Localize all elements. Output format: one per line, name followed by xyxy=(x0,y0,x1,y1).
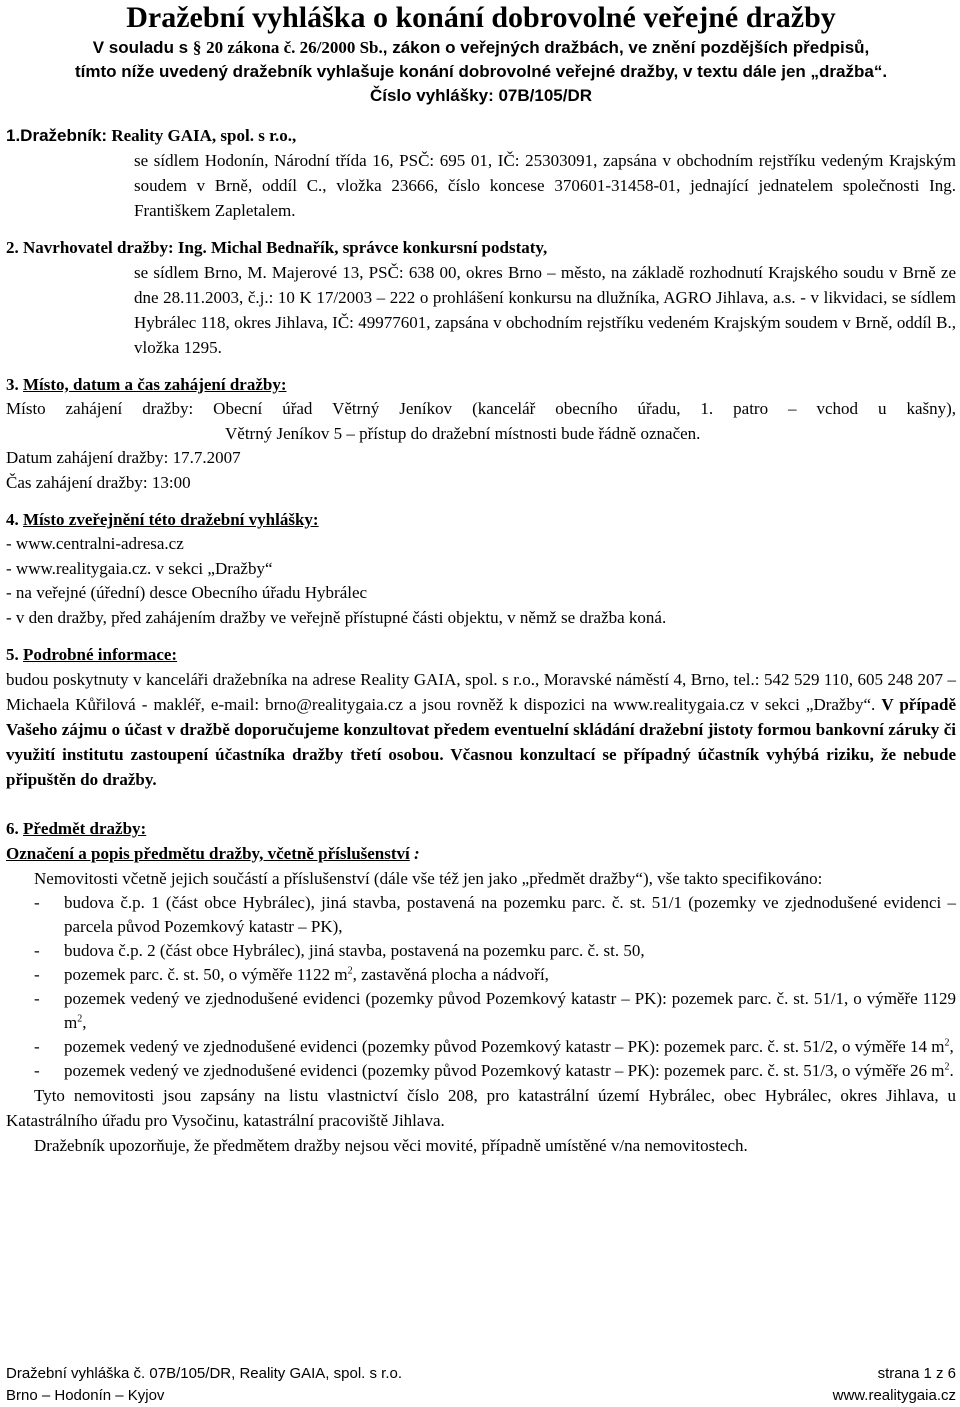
section-6-heading xyxy=(6,816,956,841)
auction-place-line xyxy=(6,397,956,422)
footer-website: www.realitygaia.cz xyxy=(832,1387,956,1404)
subject-intro: Nemovitosti včetně jejich součástí a příslušenství (dále vše též jen jako „předmět dražby“), vše takto specifikováno: xyxy=(34,869,823,888)
section-5-title: Podrobné informace: xyxy=(23,645,178,664)
section-5-body xyxy=(6,667,956,792)
section-3-title: Místo, datum a čas zahájení dražby: xyxy=(23,375,287,394)
notice-number: Číslo vyhlášky: 07B/105/DR xyxy=(369,86,593,105)
section-3-number: 3. xyxy=(6,375,19,394)
subject-description-heading xyxy=(6,841,956,866)
section-1 xyxy=(6,123,956,223)
section-4-number: 4. xyxy=(6,510,19,529)
property-item-text: budova č.p. 2 (část obce Hybrálec), jiná stavba, postavená na pozemku parc. č. st. 50, xyxy=(64,941,645,960)
section-4 xyxy=(6,507,956,630)
intro-text-b: , zákon o veřejných dražbách, ve znění pozdějších předpisů, xyxy=(382,38,870,57)
movables-notice: Dražebník upozorňuje, že předmětem dražby nejsou věci movité, případně umístěné v/na nemovitostech. xyxy=(34,1136,748,1155)
section-6 xyxy=(6,816,956,1158)
publication-item: - www.realitygaia.cz. v sekci „Dražby“ xyxy=(6,558,273,578)
property-item-text-after: , zastavěná plocha a nádvoří, xyxy=(352,965,549,984)
superscript: 2 xyxy=(77,1013,83,1025)
property-item-text: pozemek parc. č. st. 50, o výměře 1122 m xyxy=(64,965,348,984)
property-item xyxy=(6,939,956,963)
property-item xyxy=(6,1035,956,1059)
property-item-text: pozemek vedený ve zjednodušené evidenci (pozemky původ Pozemkový katastr – PK): pozemek parc. č. st. 51/2, o výměře 14 m xyxy=(64,1037,945,1056)
intro-law-number: 20 zákona č. 26/2000 Sb. xyxy=(206,38,383,57)
contact-info: budou poskytnuty v kanceláři dražebníka na adrese Reality GAIA, spol. s r.o., Moravské náměstí 4, Brno, tel.: 542 529 110, 605 248 207 – Michaela Kůřilová - makléř, e-mail: brno@realitygaia.cz a jsou rovněž k dispozici na www.realitygaia.cz v sekci „Dražby“. xyxy=(6,670,956,714)
section-6-number: 6. xyxy=(6,819,19,838)
auction-place-continuation: Větrný Jeníkov 5 – přístup do dražební místnosti bude řádně označen. xyxy=(225,423,701,443)
subject-description-colon: : xyxy=(409,844,420,863)
section-4-heading xyxy=(6,507,956,532)
footer-row-2 xyxy=(6,1385,956,1407)
auction-place-label: Místo zahájení dražby: xyxy=(6,399,194,418)
superscript: 2 xyxy=(944,1061,950,1073)
auction-date: Datum zahájení dražby: 17.7.2007 xyxy=(6,448,241,467)
section-5-number: 5. xyxy=(6,645,19,664)
property-item-text-after: , xyxy=(949,1037,954,1056)
property-item xyxy=(6,963,956,987)
intro-line-2: tímto níže uvedený dražebník vyhlašuje konání dobrovolné veřejné dražby, v textu dále jen „dražba“. xyxy=(74,62,888,81)
section-2-body: se sídlem Brno, M. Majerové 13, PSČ: 638 00, okres Brno – město, na základě rozhodnutí Krajského soudu v Brně ze dne 28.11.2003, č.j.: 10 K 17/2003 – 222 o prohlášení konkursu na dlužníka, AGRO Jihlava, a.s. - v likvidaci, se sídlem Hybrálec 118, okres Jihlava, IČ: 49977601, zapsána v obchodním rejstříku vedeném Krajským soudem v Brně, oddíl B., vložka 1295. xyxy=(134,263,956,357)
section-4-title: Místo zveřejnění této dražební vyhlášky: xyxy=(23,510,319,529)
auction-place-value: Obecní úřad Větrný Jeníkov (kancelář obecního úřadu, 1. patro – vchod u kašny), xyxy=(213,399,957,418)
intro-text-a: V souladu s xyxy=(92,38,189,57)
publication-item: - na veřejné (úřední) desce Obecního úřadu Hybrálec xyxy=(6,583,368,602)
auctioneer-name: Reality GAIA, spol. s r.o., xyxy=(111,126,297,145)
footer-page-number: strana 1 z 6 xyxy=(877,1365,956,1382)
section-5-heading xyxy=(6,642,956,667)
property-list xyxy=(6,891,956,1083)
property-item-text: pozemek vedený ve zjednodušené evidenci (pozemky původ Pozemkový katastr – PK): pozemek parc. č. st. 51/3, o výměře 26 m xyxy=(64,1061,945,1080)
property-item-text: pozemek vedený ve zjednodušené evidenci (pozemky původ Pozemkový katastr – PK): pozemek parc. č. st. 51/1, o výměře 1129 m xyxy=(64,989,956,1032)
section-5 xyxy=(6,642,956,792)
footer-offices: Brno – Hodonín – Kyjov xyxy=(6,1387,165,1404)
page-footer xyxy=(6,1363,956,1407)
footer-document-ref: Dražební vyhláška č. 07B/105/DR, Reality GAIA, spol. s r.o. xyxy=(6,1365,403,1382)
section-6-title: Předmět dražby: xyxy=(23,819,147,838)
section-1-body: se sídlem Hodonín, Národní třída 16, PSČ: 695 01, IČ: 25303091, zapsána v obchodním rejstříku vedeným Krajským soudem v Brně, oddíl C., vložka 23666, číslo koncese 370601-31458-01, jednající jednatelem společnosti Ing. Františkem Zapletalem. xyxy=(134,151,956,220)
section-1-label: 1.Dražebník: xyxy=(6,126,108,145)
property-item-text-after: , xyxy=(82,1013,87,1032)
section-2-heading: 2. Navrhovatel dražby: Ing. Michal Bednařík, správce konkursní podstaty, xyxy=(6,238,548,257)
document-page xyxy=(6,0,956,1158)
property-item-text: budova č.p. 1 (část obce Hybrálec), jiná stavba, postavená na pozemku parc. č. st. 51/1 (pozemky ve zjednodušené evidenci – parcela původ Pozemkový katastr – PK), xyxy=(64,893,956,936)
property-item xyxy=(6,987,956,1035)
document-title: Dražební vyhláška o konání dobrovolné veřejné dražby xyxy=(126,1,836,34)
registry-note: Tyto nemovitosti jsou zapsány na listu vlastnictví číslo 208, pro katastrální území Hybrálec, obec Hybrálec, okres Jihlava, u Katastrálního úřadu pro Vysočinu, katastrální pracoviště Jihlava. xyxy=(6,1086,956,1130)
section-sign: § xyxy=(192,38,202,57)
subject-description-title: Označení a popis předmětu dražby, včetně příslušenství xyxy=(6,844,410,863)
section-3-heading xyxy=(6,372,956,397)
intro-block xyxy=(6,36,956,108)
consultation-notice: V případě Vašeho zájmu o účast v dražbě doporučujeme konzultovat předem eventuelní skládání dražební jistoty formou bankovní záruky či využití institutu zastoupení účastníka dražby třetí osobou. Včasnou konzultací se případný účastník vyhýbá riziku, že nebude připuštěn do dražby. xyxy=(6,695,957,789)
property-item xyxy=(6,891,956,939)
section-1-heading xyxy=(6,123,956,148)
section-2 xyxy=(6,235,956,360)
intro-line-1 xyxy=(6,36,956,60)
publication-item: - v den dražby, před zahájením dražby ve veřejně přístupné části objektu, v němž se dražba koná. xyxy=(6,607,667,627)
publication-item: - www.centralni-adresa.cz xyxy=(6,534,184,553)
property-item-text-after: . xyxy=(949,1061,954,1080)
superscript: 2 xyxy=(944,1037,950,1049)
property-item xyxy=(6,1059,956,1083)
superscript: 2 xyxy=(347,965,353,977)
section-3 xyxy=(6,372,956,495)
auction-time: Čas zahájení dražby: 13:00 xyxy=(6,472,191,492)
footer-row-1 xyxy=(6,1363,956,1385)
